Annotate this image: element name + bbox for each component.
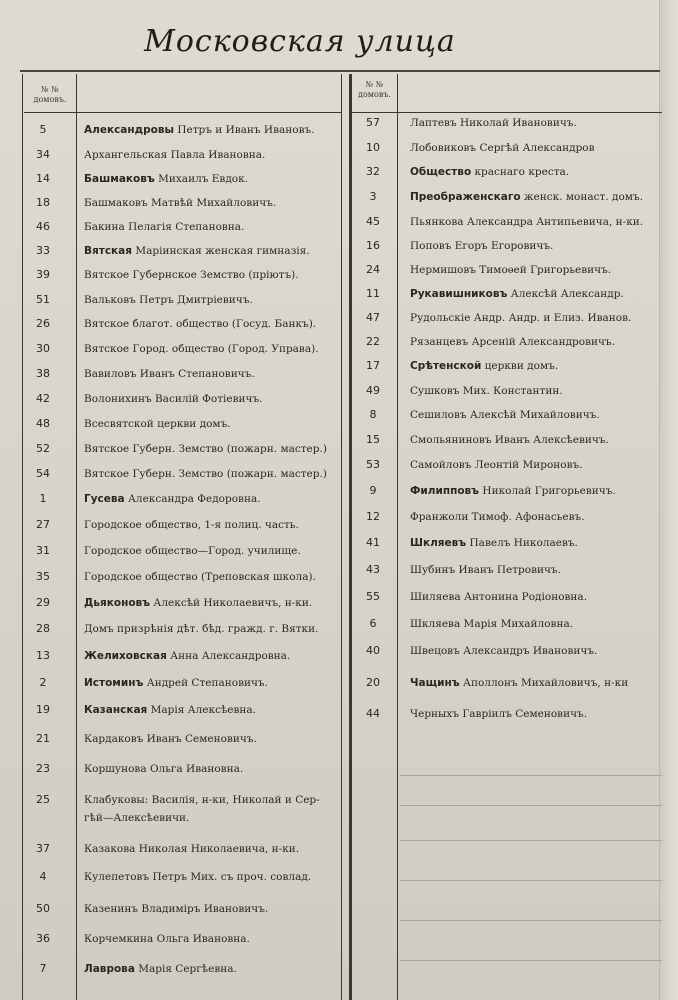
owner-details: Марія Алексѣевна. (147, 704, 257, 716)
house-number: 50 (36, 902, 50, 915)
owner-details: краснаго креста. (471, 166, 570, 178)
owner-name (410, 235, 553, 257)
house-number: 29 (36, 596, 50, 609)
owner-details: Черныхъ Гавріилъ Семеновичъ. (410, 708, 588, 720)
owner-surname-bold: Шкляевъ (410, 537, 467, 549)
owner-details: Алексѣй Александр. (507, 288, 624, 300)
owner-details: Всесвятской церкви домъ. (84, 418, 231, 430)
owner-surname-bold: Дьяконовъ (84, 597, 151, 609)
house-number: 17 (366, 359, 380, 372)
top-rule (20, 70, 660, 72)
owner-name (410, 161, 569, 183)
owner-details: Пьянкова Александра Антипьевича, н-ки. (410, 216, 644, 228)
owner-name (410, 211, 643, 233)
owner-details: Шубинъ Иванъ Петровичъ. (410, 564, 561, 576)
owner-details: Вятское Город. общество (Город. Управа). (84, 343, 319, 355)
left-header-house-numbers (24, 85, 76, 105)
owner-details: Вятское Губернское Земство (пріютъ). (84, 269, 299, 281)
house-number: 25 (36, 793, 50, 806)
right-header-house-numbers (352, 80, 397, 100)
owner-details: Вавиловъ Иванъ Степановичъ. (84, 368, 255, 380)
house-number: 43 (366, 563, 380, 576)
owner-details: Поповъ Егоръ Егоровичъ. (410, 240, 554, 252)
owner-details: Бакина Пелагія Степановна. (84, 221, 245, 233)
owner-details: гѣй—Алексѣевичи. (84, 812, 190, 824)
owner-name (84, 728, 257, 750)
owner-name (84, 958, 237, 980)
house-number: 47 (366, 311, 380, 324)
entry-row (0, 728, 678, 750)
owner-surname-bold: Вятская (84, 245, 133, 257)
owner-details: Шиляева Антонина Родіоновна. (410, 591, 588, 603)
house-number: 51 (36, 293, 50, 306)
owner-name (410, 259, 611, 281)
owner-name (410, 559, 561, 581)
house-number: 16 (366, 239, 380, 252)
page-title: Московская улица (144, 24, 456, 59)
owner-details: Сушковъ Мих. Константин. (410, 385, 563, 397)
entry-row (0, 838, 678, 860)
entry-row (0, 380, 678, 402)
owner-surname-bold: Александровы (84, 124, 174, 136)
header-domov: домовъ. (33, 95, 67, 104)
owner-name (84, 758, 243, 780)
owner-name (84, 866, 311, 888)
owner-name (84, 928, 250, 950)
house-number: 45 (366, 215, 380, 228)
owner-details: Волонихинъ Василій Фотіевичъ. (84, 393, 263, 405)
entry-row (0, 112, 678, 134)
house-number: 22 (366, 335, 380, 348)
house-number: 20 (366, 676, 380, 689)
owner-details: Маріинская женская гимназія. (132, 245, 310, 257)
owner-details: Городское общество, 1-я полиц. часть. (84, 519, 299, 531)
owner-details: Нермишовъ Тимоѳей Григорьевичъ. (410, 264, 612, 276)
owner-details: Швецовъ Александръ Ивановичъ. (410, 645, 598, 657)
house-number: 15 (366, 433, 380, 446)
ledger-line (400, 920, 662, 921)
house-number: 1 (39, 492, 47, 505)
owner-details: Казенинъ Владиміръ Ивановичъ. (84, 903, 269, 915)
owner-name (410, 355, 558, 377)
house-number: 46 (36, 220, 50, 233)
owner-details: Корчемкина Ольга Ивановна. (84, 933, 250, 945)
house-number: 18 (36, 196, 50, 209)
house-number: 13 (36, 649, 50, 662)
house-number: 49 (366, 384, 380, 397)
owner-details: Городское общество (Треповская школа). (84, 571, 316, 583)
owner-details: Казакова Николая Николаевича, н-ки. (84, 843, 300, 855)
entry-row (0, 898, 678, 920)
entry-row (0, 958, 678, 980)
house-number: 40 (366, 644, 380, 657)
house-number: 38 (36, 367, 50, 380)
house-number: 54 (36, 467, 50, 480)
house-number: 39 (36, 268, 50, 281)
owner-name (84, 898, 268, 920)
header-domov: домовъ. (358, 90, 391, 99)
owner-details: Вятское Губерн. Земство (пожарн. мастер.) (84, 468, 327, 480)
house-number: 41 (366, 536, 380, 549)
entry-row (0, 672, 678, 694)
house-number: 33 (36, 244, 50, 257)
entry-row (0, 283, 678, 305)
entry-row (0, 613, 678, 635)
owner-surname-bold: Желиховская (84, 650, 167, 662)
owner-surname-bold: Истоминъ (84, 677, 144, 689)
entry-row (0, 429, 678, 451)
owner-name (410, 186, 643, 208)
owner-surname-bold: Общество (410, 166, 472, 178)
owner-details: Вятское благот. общество (Госуд. Банкъ). (84, 318, 317, 330)
house-number: 3 (369, 190, 377, 203)
owner-name (410, 480, 616, 502)
house-number: 9 (369, 484, 377, 497)
entry-row (0, 586, 678, 608)
owner-surname-bold: Рукавишниковъ (410, 288, 508, 300)
owner-details: Михаилъ Евдок. (154, 173, 249, 185)
house-number: 14 (36, 172, 50, 185)
house-number: 12 (366, 510, 380, 523)
house-number: 4 (39, 870, 47, 883)
house-number: 11 (366, 287, 380, 300)
owner-details: Франжоли Тимоф. Афонасьевъ. (410, 511, 585, 523)
house-number: 7 (39, 962, 47, 975)
owner-details: Самойловъ Леонтій Мироновъ. (410, 459, 583, 471)
house-number: 48 (36, 417, 50, 430)
owner-details: Вальковъ Петръ Дмитріевичъ. (84, 294, 253, 306)
entry-row (0, 928, 678, 950)
owner-name (84, 838, 299, 860)
owner-details: Домъ призрѣнія дѣт. бѣд. гражд. г. Вятки. (84, 623, 319, 635)
owner-name (410, 532, 578, 554)
house-number: 30 (36, 342, 50, 355)
entry-row (0, 866, 678, 888)
owner-details: Вятское Губерн. Земство (пожарн. мастер.) (84, 443, 327, 455)
owner-surname-bold: Чащинъ (410, 677, 460, 689)
house-number: 21 (36, 732, 50, 745)
owner-details: Рязанцевъ Арсеній Александровичъ. (410, 336, 615, 348)
owner-details: Рудольскіе Андр. Андр. и Елиз. Иванов. (410, 312, 632, 324)
owner-name (410, 137, 595, 159)
entry-row (0, 532, 678, 554)
owner-name (410, 429, 609, 451)
owner-name (410, 331, 615, 353)
entry-row (0, 758, 678, 780)
entry-row (0, 355, 678, 377)
entry-row (0, 703, 678, 725)
owner-name (84, 807, 189, 829)
house-number: 57 (366, 116, 380, 129)
owner-surname-bold: Казанская (84, 704, 148, 716)
house-number: 35 (36, 570, 50, 583)
house-number: 5 (39, 123, 47, 136)
owner-details: Башмаковъ Матвѣй Михайловичъ. (84, 197, 277, 209)
house-number: 23 (36, 762, 50, 775)
owner-details: Коршунова Ольга Ивановна. (84, 763, 244, 775)
owner-details: Лаптевъ Николай Ивановичъ. (410, 117, 577, 129)
entry-row (0, 559, 678, 581)
owner-name (410, 283, 624, 305)
house-number: 8 (369, 408, 377, 421)
house-number: 26 (36, 317, 50, 330)
owner-details: Аполлонъ Михайловичъ, н-ки (459, 677, 629, 689)
owner-surname-bold: Срѣтенской (410, 360, 482, 372)
owner-details: Кардаковъ Иванъ Семеновичъ. (84, 733, 257, 745)
owner-details: церкви домъ. (481, 360, 559, 372)
house-number: 53 (366, 458, 380, 471)
owner-name (410, 703, 587, 725)
owner-name (410, 404, 600, 426)
owner-name (410, 380, 563, 402)
owner-name (410, 112, 577, 134)
house-number: 36 (36, 932, 50, 945)
house-number: 32 (366, 165, 380, 178)
entry-row (0, 640, 678, 662)
owner-details: Архангельская Павла Ивановна. (84, 149, 266, 161)
owner-details: Смольяниновъ Иванъ Алексѣевичъ. (410, 434, 609, 446)
owner-surname-bold: Гусева (84, 493, 125, 505)
house-number: 52 (36, 442, 50, 455)
owner-name (410, 640, 597, 662)
house-number: 6 (369, 617, 377, 630)
owner-name (410, 672, 628, 694)
owner-details: Анна Александровна. (166, 650, 291, 662)
owner-details: Петръ и Иванъ Ивановъ. (173, 124, 315, 136)
house-number: 34 (36, 148, 50, 161)
owner-surname-bold: Лаврова (84, 963, 135, 975)
owner-details: Марія Сергѣевна. (134, 963, 237, 975)
entry-row (0, 506, 678, 528)
owner-surname-bold: Башмаковъ (84, 173, 155, 185)
owner-details: Городское общество—Город. училище. (84, 545, 301, 557)
owner-details: Николай Григорьевичъ. (479, 485, 616, 497)
owner-details: женск. монаст. домъ. (520, 191, 643, 203)
house-number: 2 (39, 676, 47, 689)
owner-details: Лобовиковъ Сергѣй Александров (410, 142, 595, 154)
entry-row (0, 186, 678, 208)
house-number: 55 (366, 590, 380, 603)
owner-surname-bold: Филипповъ (410, 485, 480, 497)
owner-name (410, 586, 587, 608)
owner-details: Алексѣй Николаевичъ, н-ки. (150, 597, 313, 609)
entry-row (0, 480, 678, 502)
owner-name (410, 454, 583, 476)
entry-row (0, 259, 678, 281)
header-numero: № № (365, 80, 384, 89)
owner-details: Сешиловъ Алексѣй Михайловичъ. (410, 409, 600, 421)
header-numero: № № (41, 85, 59, 94)
house-number: 27 (36, 518, 50, 531)
house-number: 31 (36, 544, 50, 557)
owner-surname-bold: Преображенскаго (410, 191, 521, 203)
owner-details: Кулепетовъ Петръ Мих. съ проч. совлад. (84, 871, 312, 883)
owner-name (410, 307, 631, 329)
entry-row (0, 235, 678, 257)
house-number: 28 (36, 622, 50, 635)
entry-row (0, 807, 678, 829)
entry-row (0, 404, 678, 426)
entry-row (0, 307, 678, 329)
owner-details: Андрей Степановичъ. (143, 677, 268, 689)
house-number: 44 (366, 707, 380, 720)
house-number: 37 (36, 842, 50, 855)
owner-details: Клабуковы: Василія, н-ки, Николай и Сер- (84, 794, 320, 806)
house-number: 42 (36, 392, 50, 405)
owner-name (410, 613, 573, 635)
owner-name (410, 506, 585, 528)
house-number: 10 (366, 141, 380, 154)
entry-row (0, 137, 678, 159)
owner-details: Александра Федоровна. (124, 493, 261, 505)
entry-row (0, 211, 678, 233)
house-number: 19 (36, 703, 50, 716)
house-number: 24 (366, 263, 380, 276)
entry-row (0, 454, 678, 476)
owner-details: Павелъ Николаевъ. (466, 537, 578, 549)
entry-row (0, 331, 678, 353)
owner-details: Шкляева Марія Михайловна. (410, 618, 574, 630)
entry-row (0, 161, 678, 183)
